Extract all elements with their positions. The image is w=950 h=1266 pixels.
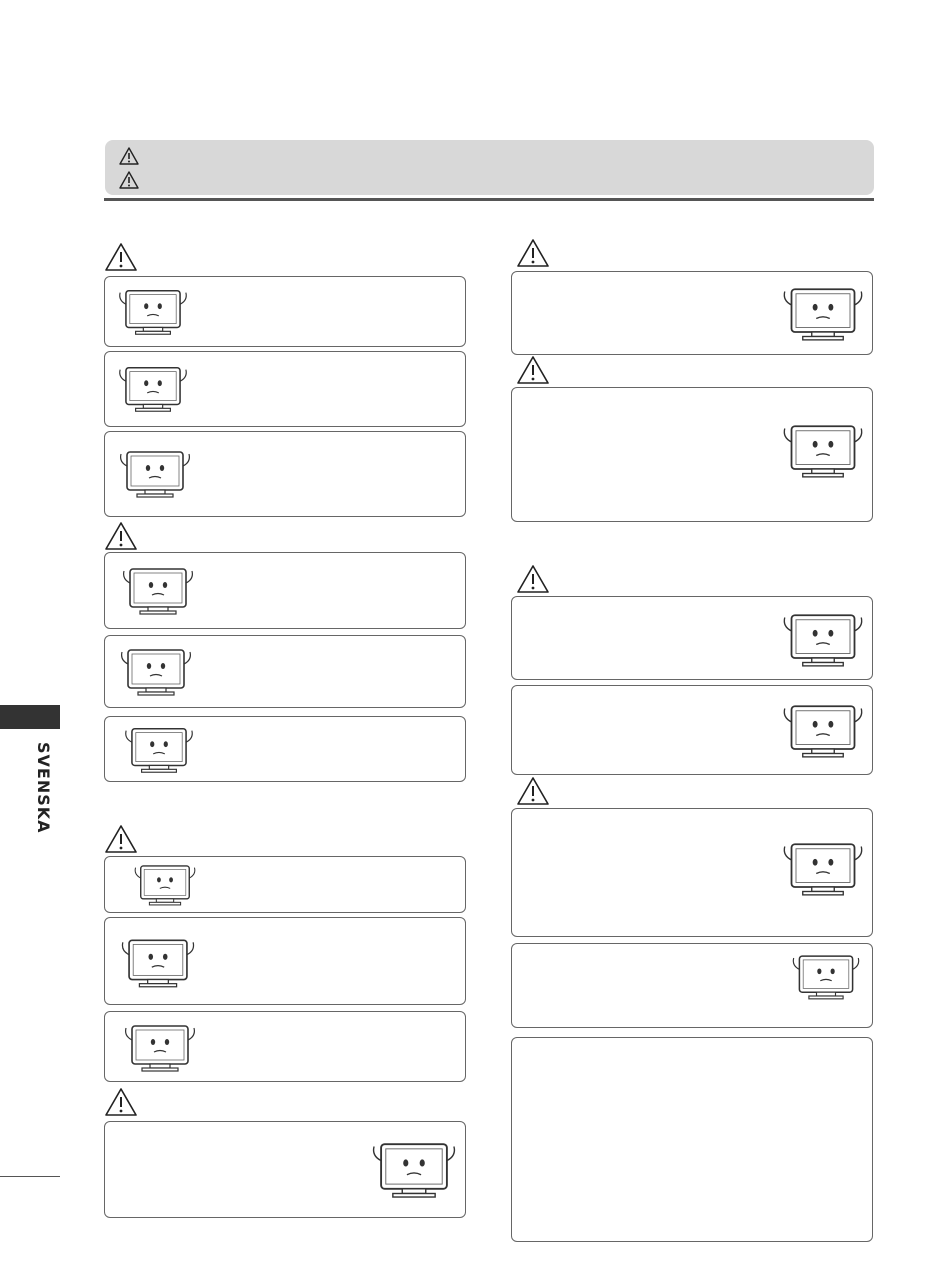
- header-rule: [104, 198, 874, 201]
- warning-card: [511, 685, 873, 775]
- language-tab: [0, 705, 60, 729]
- tv-character-icon: [113, 283, 193, 341]
- warning-card: [104, 856, 466, 913]
- language-label: SVENSKA: [34, 742, 53, 834]
- warning-card: [104, 917, 466, 1005]
- warning-triangle-icon: [516, 238, 550, 268]
- tv-character-icon: [117, 1018, 203, 1078]
- warning-card: [104, 1121, 466, 1218]
- banner-row-warning: [119, 145, 139, 167]
- tv-character-icon: [367, 1128, 461, 1212]
- warning-card: [104, 1011, 466, 1082]
- warning-card: [511, 943, 873, 1028]
- warning-triangle-icon: [104, 242, 138, 272]
- tv-character-icon: [115, 561, 201, 621]
- info-card: [511, 1037, 873, 1242]
- warning-card: [104, 716, 466, 782]
- tv-character-icon: [115, 932, 201, 994]
- tv-character-icon: [788, 948, 864, 1006]
- footer-rule: [0, 1176, 60, 1177]
- tv-character-icon: [113, 360, 193, 418]
- warning-triangle-icon: [104, 824, 138, 854]
- warning-card: [104, 276, 466, 347]
- warning-card: [104, 635, 466, 708]
- tv-character-icon: [778, 278, 868, 350]
- warning-triangle-icon: [104, 1087, 138, 1117]
- warning-card: [511, 596, 873, 680]
- tv-character-icon: [125, 859, 205, 911]
- tv-character-icon: [113, 642, 199, 702]
- warning-triangle-icon: [516, 564, 550, 594]
- banner-row-caution: [119, 169, 139, 191]
- warning-card: [511, 387, 873, 522]
- warning-card: [104, 552, 466, 629]
- warning-card: [511, 271, 873, 355]
- warning-banner: [105, 140, 874, 195]
- warning-triangle-icon: [119, 171, 139, 189]
- tv-character-icon: [115, 444, 195, 504]
- warning-card: [104, 431, 466, 517]
- tv-character-icon: [778, 833, 868, 905]
- warning-card: [511, 808, 873, 937]
- tv-character-icon: [778, 605, 868, 675]
- warning-card: [104, 351, 466, 427]
- warning-triangle-icon: [516, 355, 550, 385]
- tv-character-icon: [778, 694, 868, 768]
- warning-triangle-icon: [104, 521, 138, 551]
- tv-character-icon: [778, 414, 868, 488]
- warning-triangle-icon: [516, 776, 550, 806]
- warning-triangle-icon: [119, 147, 139, 165]
- tv-character-icon: [119, 721, 199, 779]
